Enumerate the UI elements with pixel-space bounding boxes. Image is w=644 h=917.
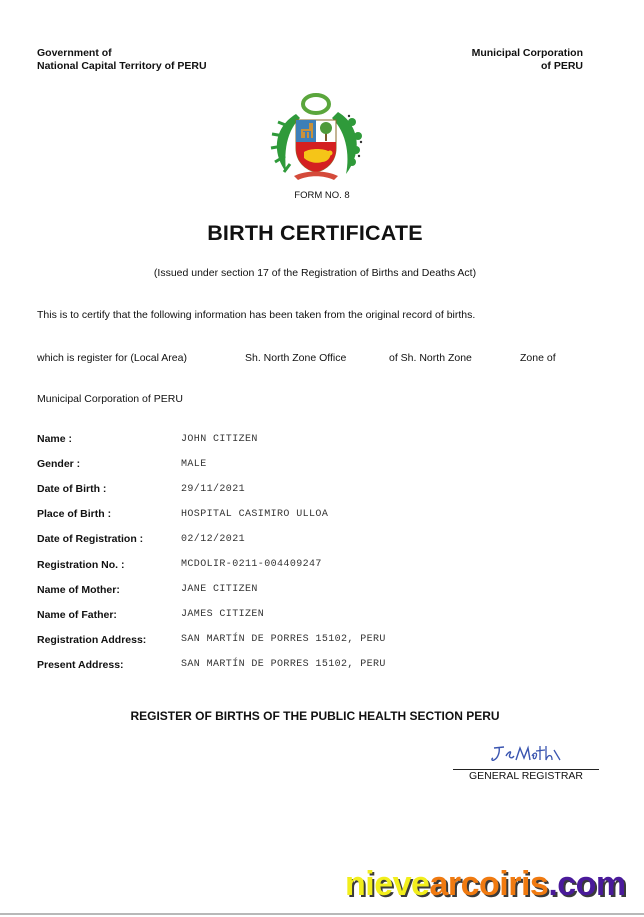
field-value-date-of-birth: 29/11/2021 — [181, 484, 246, 495]
watermark-logo — [345, 864, 626, 904]
field-value-date-of-registration: 02/12/2021 — [181, 534, 246, 545]
field-label-mother-name: Name of Mother: — [37, 584, 120, 596]
municipality-line-1: Municipal Corporation — [471, 47, 583, 59]
field-label-date-of-birth: Date of Birth : — [37, 483, 107, 495]
field-value-registration-no: MCDOLIR-0211-004409247 — [181, 559, 322, 570]
issuing-government — [37, 47, 207, 72]
field-value-name: JOHN CITIZEN — [181, 434, 258, 445]
form-number: FORM NO. 8 — [294, 190, 350, 201]
field-label-name: Name : — [37, 433, 73, 445]
municipality-line-2: of PERU — [541, 59, 583, 72]
document-subtitle: (Issued under section 17 of the Registration of Births and Deaths Act) — [153, 267, 477, 279]
issuing-municipality — [472, 47, 583, 72]
local-area-label: which is register for (Local Area) — [37, 352, 187, 364]
field-value-place-of-birth: HOSPITAL CASIMIRO ULLOA — [181, 509, 329, 520]
register-section-title: REGISTER OF BIRTHS OF THE PUBLIC HEALTH SECTION PERU — [130, 709, 500, 723]
field-value-gender: MALE — [181, 459, 207, 470]
page-bottom-divider — [0, 913, 644, 915]
watermark-part-3: .com — [548, 865, 626, 903]
zone-office: Sh. North Zone Office — [245, 352, 347, 364]
field-label-father-name: Name of Father: — [37, 609, 117, 621]
field-value-registration-address: SAN MARTÍN DE PORRES 15102, PERU — [181, 634, 386, 645]
document-title: BIRTH CERTIFICATE — [207, 221, 423, 245]
field-label-registration-address: Registration Address: — [37, 634, 147, 646]
field-label-registration-no: Registration No. : — [37, 559, 125, 571]
field-label-place-of-birth: Place of Birth : — [37, 508, 112, 520]
municipality-name: Municipal Corporation of PERU — [37, 393, 183, 405]
field-label-date-of-registration: Date of Registration : — [37, 533, 144, 545]
field-value-mother-name: JANE CITIZEN — [181, 584, 258, 595]
field-value-father-name: JAMES CITIZEN — [181, 609, 265, 620]
registrar-title: GENERAL REGISTRAR — [469, 770, 583, 782]
certification-statement: This is to certify that the following information has been taken from the original record of births. — [37, 309, 476, 321]
watermark-part-2: arcoiris — [429, 865, 549, 903]
government-line-1: Government of — [37, 47, 112, 59]
zone-of-label: Zone of — [520, 352, 556, 364]
government-line-2: National Capital Territory of PERU — [37, 59, 207, 72]
watermark-part-1: nieve — [345, 865, 430, 903]
field-label-present-address: Present Address: — [37, 659, 124, 671]
peru-coat-of-arms-icon — [266, 92, 366, 184]
zone-name: of Sh. North Zone — [389, 352, 472, 364]
registrar-signature-icon — [488, 742, 562, 766]
field-label-gender: Gender : — [37, 458, 81, 470]
field-value-present-address: SAN MARTÍN DE PORRES 15102, PERU — [181, 659, 386, 670]
